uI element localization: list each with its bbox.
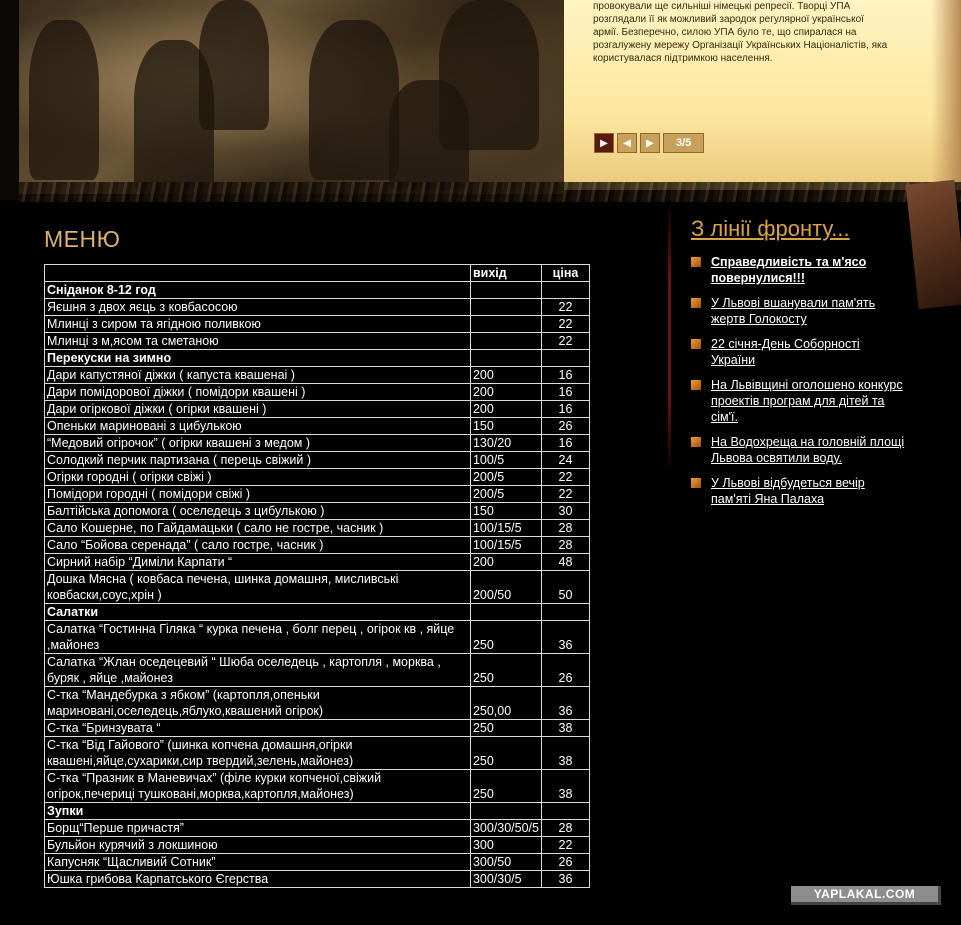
item-price — [542, 803, 590, 820]
item-out: 100/15/5 — [470, 520, 541, 537]
item-price: 26 — [542, 854, 590, 871]
table-row — [45, 520, 590, 537]
table-row — [45, 469, 590, 486]
sidebar-title[interactable]: З лінії фронту... — [691, 216, 850, 241]
item-name: Дари помідорової діжки ( помідори квашені ) — [45, 384, 471, 401]
table-row — [45, 503, 590, 520]
news-link[interactable]: У Львові вшанували пам'ять жертв Голокосту — [711, 296, 876, 326]
item-out: 100/15/5 — [470, 537, 541, 554]
item-out: 130/20 — [470, 435, 541, 452]
table-row — [45, 687, 590, 720]
item-out: 150 — [470, 503, 541, 520]
column-header-price: ціна — [542, 265, 590, 282]
banner-text-line: провокували ще сильніші німецькі репресії. Творці УПА — [593, 1, 851, 12]
item-price: 28 — [542, 537, 590, 554]
news-link[interactable]: Справедливість та м'ясо повернулися!!! — [711, 255, 867, 285]
item-out: 200/5 — [470, 486, 541, 503]
column-header-name — [45, 265, 471, 282]
item-name: Капусняк “Щасливий Сотник” — [45, 854, 471, 871]
banner-text-line: армії. Безперечно, силою УПА було те, що спиралася на — [593, 27, 857, 38]
news-item — [691, 434, 906, 466]
slider-controls — [594, 133, 704, 153]
item-out: 250 — [470, 621, 541, 654]
item-price: 22 — [542, 486, 590, 503]
item-out: 200/50 — [470, 571, 541, 604]
item-out: 200 — [470, 401, 541, 418]
item-price: 22 — [542, 469, 590, 486]
next-icon[interactable]: ▶ — [640, 133, 660, 153]
item-out: 250,00 — [470, 687, 541, 720]
table-row — [45, 316, 590, 333]
previous-icon[interactable]: ◀ — [617, 133, 637, 153]
slide-counter: 3/5 — [663, 133, 704, 153]
item-price: 30 — [542, 503, 590, 520]
item-out: 300/30/50/5 — [470, 820, 541, 837]
item-out — [470, 282, 541, 299]
item-out: 250 — [470, 737, 541, 770]
table-row — [45, 820, 590, 837]
item-price: 22 — [542, 299, 590, 316]
item-price — [542, 604, 590, 621]
item-out — [470, 333, 541, 350]
table-row — [45, 367, 590, 384]
item-price: 36 — [542, 687, 590, 720]
item-name: Сало Кошерне, по Гайдамацьки ( сало не гостре, часник ) — [45, 520, 471, 537]
item-price: 38 — [542, 737, 590, 770]
item-name: Огірки городні ( огірки свіжі ) — [45, 469, 471, 486]
side-photo — [906, 180, 961, 309]
table-row — [45, 299, 590, 316]
item-out: 200 — [470, 554, 541, 571]
watermark: YAPLAKAL.COM — [791, 886, 941, 905]
banner-text-line: розгалужену мережу Організації Українських Націоналістів, яка — [593, 40, 888, 51]
news-link[interactable]: У Львові відбудеться вечір пам'яті Яна Палаха — [711, 476, 865, 506]
bullet-icon — [691, 257, 701, 267]
item-name: Балтійська допомога ( оселедець з цибулькою ) — [45, 503, 471, 520]
news-list — [691, 254, 906, 516]
item-name: Юшка грибова Карпатського Єгерства — [45, 871, 471, 888]
item-out: 200 — [470, 384, 541, 401]
item-out — [470, 316, 541, 333]
item-out: 150 — [470, 418, 541, 435]
table-row — [45, 770, 590, 803]
bullet-icon — [691, 339, 701, 349]
table-row — [45, 384, 590, 401]
item-name: Дари капустяної діжки ( капуста квашенаі ) — [45, 367, 471, 384]
item-price: 26 — [542, 418, 590, 435]
item-name: “Медовий огірочок” ( огірки квашені з медом ) — [45, 435, 471, 452]
item-out — [470, 350, 541, 367]
item-out — [470, 803, 541, 820]
item-name: Млинці з м,ясом та сметаною — [45, 333, 471, 350]
item-name: Дари огіркової діжки ( огірки квашені ) — [45, 401, 471, 418]
table-section-row — [45, 803, 590, 820]
banner-text — [593, 0, 923, 65]
banner-text-line: розглядали її як можливий зародок регулярної української — [593, 14, 864, 25]
news-item — [691, 254, 906, 286]
table-section-row — [45, 350, 590, 367]
item-out: 250 — [470, 720, 541, 737]
item-name: Салатка “Жлан оседецевий “ Шюба оселедець , картопля , морква , буряк , яйце ,майонез — [45, 654, 471, 687]
item-name: Сало “Бойова серенада” ( сало гостре, часник ) — [45, 537, 471, 554]
menu-table — [44, 264, 590, 888]
item-out — [470, 299, 541, 316]
item-name: Бульйон курячий з локшиною — [45, 837, 471, 854]
news-item — [691, 295, 906, 327]
page-title: МЕНЮ — [44, 226, 121, 252]
item-price: 36 — [542, 871, 590, 888]
item-out: 300/50 — [470, 854, 541, 871]
item-name: Борщ“Перше причастя” — [45, 820, 471, 837]
item-price: 26 — [542, 654, 590, 687]
news-item — [691, 377, 906, 425]
item-name: Сніданок 8-12 год — [45, 282, 471, 299]
item-price: 48 — [542, 554, 590, 571]
item-out: 100/5 — [470, 452, 541, 469]
item-name: Яєшня з двох яєць з ковбасосою — [45, 299, 471, 316]
item-name: Опеньки мариновані з цибулькою — [45, 418, 471, 435]
bullet-icon — [691, 478, 701, 488]
table-row — [45, 571, 590, 604]
table-row — [45, 837, 590, 854]
item-name: С-тка “Від Гайового” (шинка копчена домашня,огірки квашені,яйце,сухарики,сир твердий,зелень,майонез) — [45, 737, 471, 770]
news-link[interactable]: На Львівщині оголошено конкурс проектів програм для дітей та сім'ї. — [711, 378, 903, 424]
bullet-icon — [691, 380, 701, 390]
item-price: 16 — [542, 401, 590, 418]
table-header-row — [45, 265, 590, 282]
table-row — [45, 737, 590, 770]
item-name: Сирний набір “Диміли Карпати “ — [45, 554, 471, 571]
item-out: 200 — [470, 367, 541, 384]
item-price: 22 — [542, 316, 590, 333]
item-out: 250 — [470, 654, 541, 687]
item-out: 300/30/5 — [470, 871, 541, 888]
item-price: 16 — [542, 367, 590, 384]
item-price — [542, 350, 590, 367]
news-item — [691, 336, 906, 368]
item-name: Перекуски на зимно — [45, 350, 471, 367]
item-price: 38 — [542, 720, 590, 737]
news-link[interactable]: 22 січня-День Соборності України — [711, 337, 860, 367]
table-row — [45, 418, 590, 435]
item-price: 16 — [542, 384, 590, 401]
item-name: Солодкий перчик партизана ( перець свіжий ) — [45, 452, 471, 469]
news-item — [691, 475, 906, 507]
item-out: 250 — [470, 770, 541, 803]
item-price: 36 — [542, 621, 590, 654]
table-row — [45, 654, 590, 687]
item-name: Помідори городні ( помідори свіжі ) — [45, 486, 471, 503]
item-price: 24 — [542, 452, 590, 469]
table-row — [45, 333, 590, 350]
item-out — [470, 604, 541, 621]
play-icon[interactable]: ▶ — [594, 133, 614, 153]
table-row — [45, 720, 590, 737]
torn-edge-decoration — [19, 182, 961, 202]
table-row — [45, 854, 590, 871]
table-row — [45, 486, 590, 503]
table-row — [45, 554, 590, 571]
item-out: 200/5 — [470, 469, 541, 486]
item-name: Зупки — [45, 803, 471, 820]
item-price: 28 — [542, 520, 590, 537]
item-name: С-тка “Мандебурка з ябком” (картопля,опеньки мариновані,оселедець,яблуко,квашений огірок) — [45, 687, 471, 720]
table-section-row — [45, 604, 590, 621]
banner-text-line: користувалася підтримкою населення. — [593, 53, 773, 64]
table-row — [45, 435, 590, 452]
table-row — [45, 452, 590, 469]
table-section-row — [45, 282, 590, 299]
item-price: 22 — [542, 837, 590, 854]
item-name: С-тка “Бринзувата “ — [45, 720, 471, 737]
item-name: Дошка Мясна ( ковбаса печена, шинка домашня, мисливські ковбаски,соус,хрін ) — [45, 571, 471, 604]
item-price: 28 — [542, 820, 590, 837]
item-name: С-тка “Празник в Маневичах” (філе курки копченої,свіжий огірок,печериці тушковані,морква,картопля,майонез) — [45, 770, 471, 803]
bullet-icon — [691, 437, 701, 447]
banner-photo — [19, 0, 564, 194]
item-price: 16 — [542, 435, 590, 452]
bullet-icon — [691, 298, 701, 308]
item-price: 22 — [542, 333, 590, 350]
item-price: 38 — [542, 770, 590, 803]
item-price: 50 — [542, 571, 590, 604]
item-name: Салатка “Гостинна Гіляка “ курка печена , болг перец , огірок кв , яйце ,майонез — [45, 621, 471, 654]
table-row — [45, 401, 590, 418]
table-row — [45, 537, 590, 554]
table-row — [45, 621, 590, 654]
table-row — [45, 871, 590, 888]
item-name: Млинці з сиром та ягідною поливкою — [45, 316, 471, 333]
vertical-divider — [668, 200, 671, 475]
item-out: 300 — [470, 837, 541, 854]
news-link[interactable]: На Водохреща на головній площі Львова освятили воду. — [711, 435, 905, 465]
item-name: Салатки — [45, 604, 471, 621]
top-banner — [0, 0, 961, 200]
item-price — [542, 282, 590, 299]
column-header-out: вихід — [470, 265, 541, 282]
